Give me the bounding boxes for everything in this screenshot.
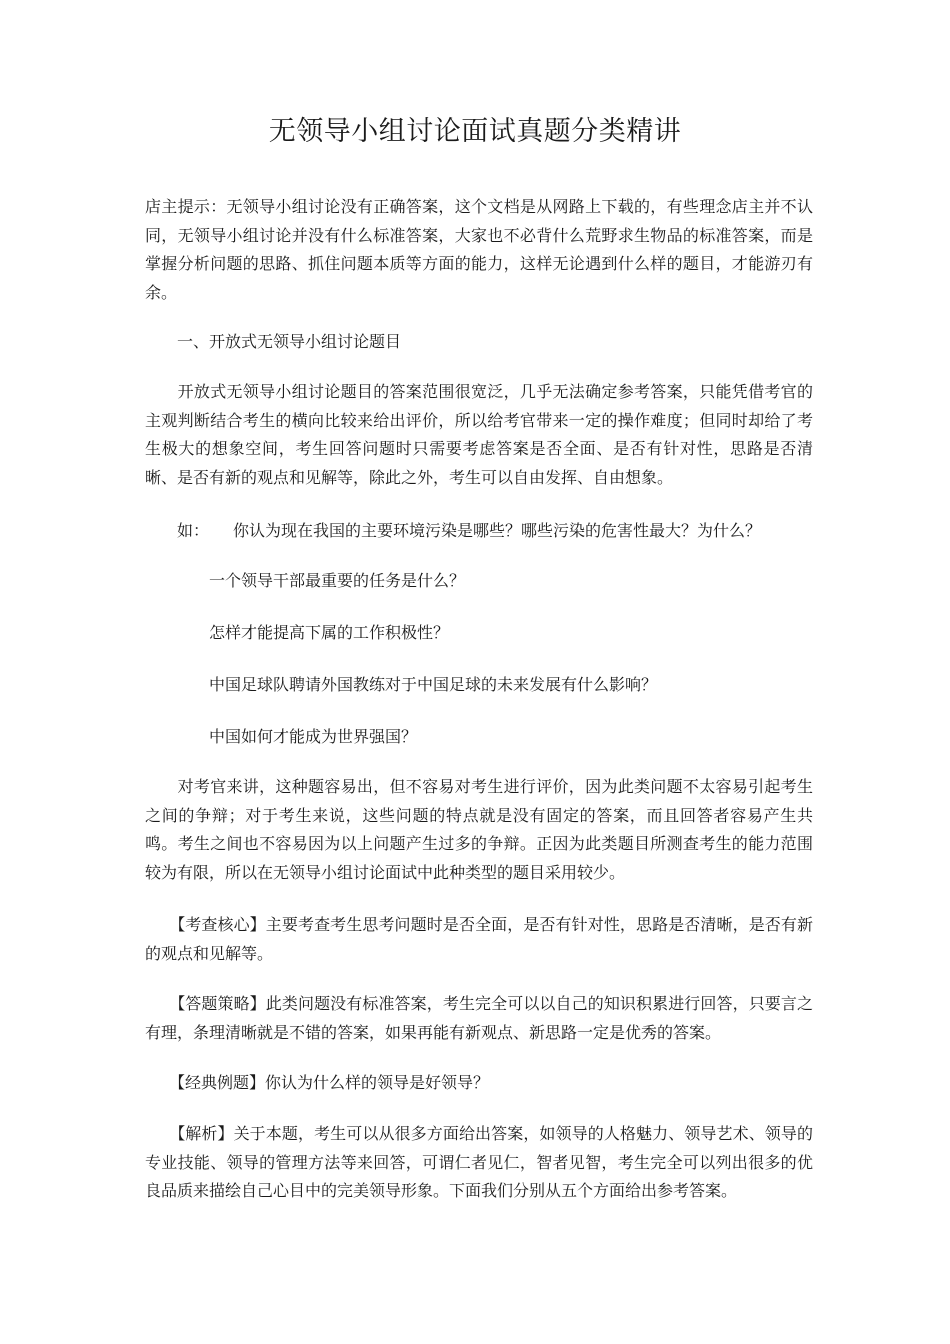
answer-strategy-paragraph: 【答题策略】此类问题没有标准答案，考生完全可以以自己的知识积累进行回答，只要言之有理，条理清晰就是不错的答案，如果再能有新观点、新思路一定是优秀的答案。: [145, 994, 813, 1042]
shopkeeper-tip-paragraph: 店主提示：无领导小组讨论没有正确答案，这个文档是从网路上下载的，有些理念店主并不认同，无领导小组讨论并没有什么标准答案，大家也不必背什么荒野求生物品的标准答案，而是掌握分析问题的思路、抓住问题本质等方面的能力，这样无论遇到什么样的题目，才能游刃有余。: [145, 197, 813, 302]
example-question-world-power: 中国如何才能成为世界强国？: [145, 727, 418, 746]
example-question-leader-task: 一个领导干部最重要的任务是什么？: [145, 571, 466, 590]
classic-example-paragraph: 【经典例题】你认为什么样的领导是好领导？: [145, 1073, 490, 1092]
example-question-motivation: 怎样才能提高下属的工作积极性？: [145, 623, 450, 642]
section-heading-open-questions: 一、开放式无领导小组讨论题目: [145, 332, 402, 351]
analysis-paragraph: 【解析】关于本题，考生可以从很多方面给出答案，如领导的人格魅力、领导艺术、领导的专业技能、领导的管理方法等来回答，可谓仁者见仁，智者见智，考生完全可以列出很多的优良品质来描绘自己心目中的完美领导形象。下面我们分别从五个方面给出参考答案。: [145, 1124, 813, 1200]
assessment-core-paragraph: 【考查核心】主要考查考生思考问题时是否全面，是否有针对性，思路是否清晰，是否有新的观点和见解等。: [145, 915, 813, 963]
document-title: 无领导小组讨论面试真题分类精讲: [268, 116, 682, 147]
open-questions-intro-paragraph: 开放式无领导小组讨论题目的答案范围很宽泛，几乎无法确定参考答案，只能凭借考官的主观判断结合考生的横向比较来给出评价，所以给考官带来一定的操作难度；但同时却给了考生极大的想象空间，考生回答问题时只需要考虑答案是否全面、是否有针对性，思路是否清晰、是否有新的观点和见解等，除此之外，考生可以自由发挥、自由想象。: [145, 382, 813, 487]
example-question-environment: 如： 你认为现在我国的主要环境污染是哪些？哪些污染的危害性最大？为什么？: [145, 521, 762, 540]
examiner-perspective-paragraph: 对考官来讲，这种题容易出，但不容易对考生进行评价，因为此类问题不太容易引起考生之间的争辩；对于考生来说，这些问题的特点就是没有固定的答案，而且回答者容易产生共鸣。考生之间也不容易因为以上问题产生过多的争辩。正因为此类题目所测查考生的能力范围较为有限，所以在无领导小组讨论面试中此种类型的题目采用较少。: [145, 777, 813, 882]
example-question-football-coach: 中国足球队聘请外国教练对于中国足球的未来发展有什么影响？: [145, 675, 658, 694]
